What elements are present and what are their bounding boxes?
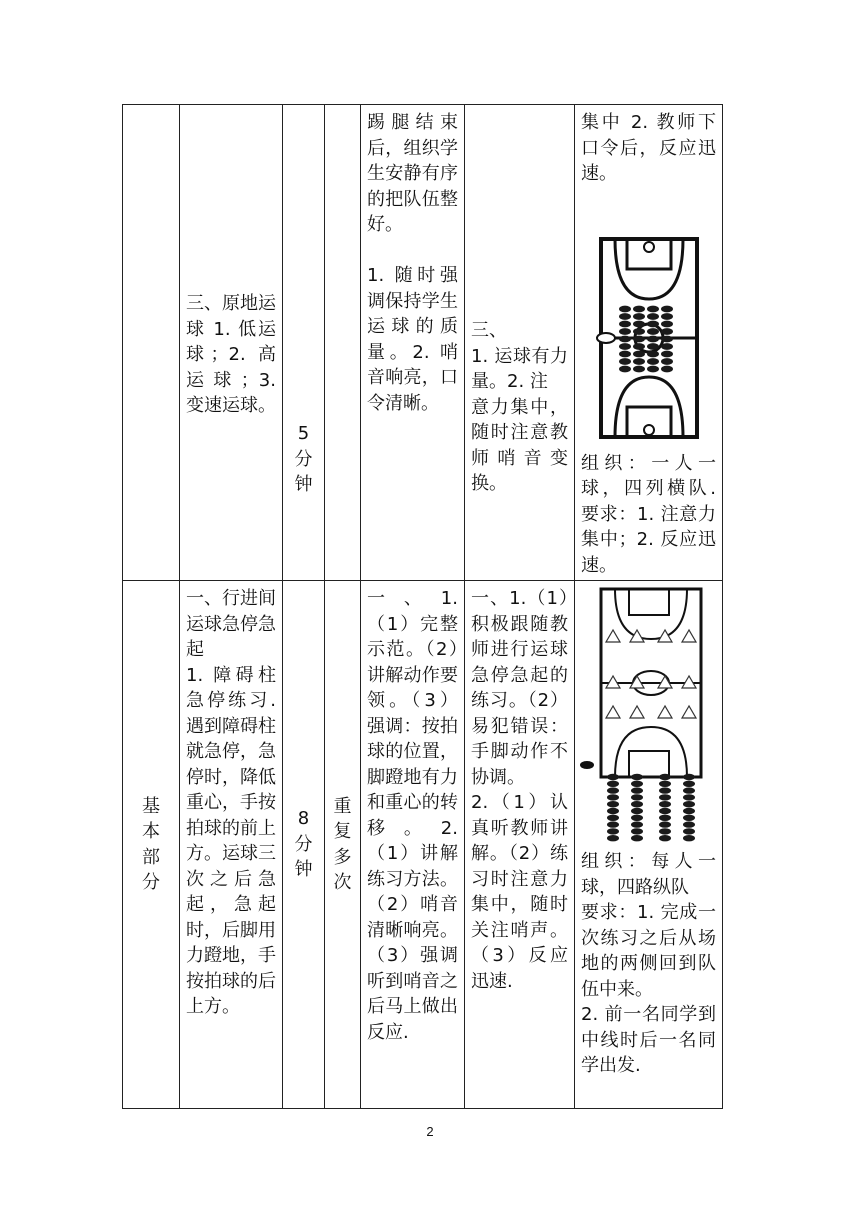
page-number: 2 [426, 1124, 434, 1139]
organization-cell [575, 581, 723, 1109]
student-cell [465, 105, 575, 581]
content-cell [180, 105, 283, 581]
player-dot [661, 365, 673, 372]
player-dot [683, 794, 695, 800]
player-dot [659, 787, 671, 793]
player-dot [647, 313, 659, 320]
teacher-text: 一、1.（1）完整示范。（2）讲解动作要领。（3）强调：按拍球的位置，脚蹬地有力和重心的转移。2.（1）讲解练习方法。（2）哨音清晰响亮。（3）强调听到哨音之后马上做出反应. [367, 588, 458, 1043]
player-dot [647, 350, 659, 357]
cone-icon [682, 630, 696, 642]
time-cell [283, 105, 325, 581]
cone-icon [630, 706, 644, 718]
player-dot [661, 343, 673, 350]
player-dot [661, 320, 673, 327]
player-dot [607, 828, 619, 834]
player-dot [631, 781, 643, 787]
player-dot [659, 808, 671, 814]
player-dot [659, 781, 671, 787]
player-dot [683, 808, 695, 814]
player-dot [661, 313, 673, 320]
player-dot [633, 305, 645, 312]
player-dot [647, 343, 659, 350]
player-dot [607, 781, 619, 787]
player-dot [619, 335, 631, 342]
section-cell [123, 105, 180, 581]
content-cell [180, 581, 283, 1109]
player-dot [633, 350, 645, 357]
player-dot [661, 358, 673, 365]
section-cell [123, 581, 180, 1109]
player-dot [631, 794, 643, 800]
org-top-text: 集中 2. 教师下口令后，反应迅速。 [581, 112, 716, 184]
cone-icon [658, 630, 672, 642]
player-dot [647, 358, 659, 365]
player-dot [683, 835, 695, 841]
cone-icon [658, 706, 672, 718]
content-text: 一、行进间运球急停急起 1. 障碍柱急停练习. 遇到障碍柱就急停，急停时，降低重心，手按拍球的前上方。运球三次之后急起，急起时，后脚用力蹬地，手按拍球的后上方。 [186, 588, 276, 1017]
player-dot [631, 801, 643, 807]
player-dot [659, 801, 671, 807]
organization-cell [575, 105, 723, 581]
times-cell [325, 105, 361, 581]
player-dot [631, 821, 643, 827]
player-dot [661, 328, 673, 335]
player-dot [631, 815, 643, 821]
times-cell [325, 581, 361, 1109]
player-dot [659, 774, 671, 780]
player-dot [647, 328, 659, 335]
player-dot [633, 335, 645, 342]
time-cell [283, 581, 325, 1109]
player-dot [619, 343, 631, 350]
player-dot [683, 828, 695, 834]
basketball-court-obstacle-cones-icon [579, 585, 719, 847]
player-dot [619, 313, 631, 320]
player-dot [661, 335, 673, 342]
table-row [123, 105, 723, 581]
player-dot [647, 305, 659, 312]
time-text: 5 分钟 [294, 423, 313, 496]
player-dot [633, 358, 645, 365]
times-text [325, 105, 360, 112]
section-label: 基本部分 [142, 795, 160, 893]
player-dot [683, 821, 695, 827]
player-dot [607, 801, 619, 807]
player-dot [683, 801, 695, 807]
player-dot [633, 320, 645, 327]
player-dot [659, 794, 671, 800]
player-dot [647, 365, 659, 372]
player-dot [659, 828, 671, 834]
player-dot [633, 328, 645, 335]
player-dot [631, 808, 643, 814]
cone-icon [606, 630, 620, 642]
lesson-plan-table [122, 104, 723, 1109]
org-bottom-text: 组织：一人一球，四列横队. 要求：1. 注意力集中；2. 反应迅速。 [581, 452, 716, 576]
player-dot [619, 350, 631, 357]
player-dot [607, 835, 619, 841]
student-text: 三、 1. 运球有力量。2. 注 意力集中，随时注意教师哨音变换。 [471, 320, 568, 494]
basketball-court-horizontal-lines-icon [587, 237, 711, 443]
player-dot [631, 828, 643, 834]
player-dot [619, 305, 631, 312]
player-dot [659, 815, 671, 821]
time-text: 8 分钟 [294, 808, 313, 881]
player-dot [607, 794, 619, 800]
player-dot [607, 808, 619, 814]
player-dot [631, 835, 643, 841]
player-dot [607, 787, 619, 793]
player-dot [683, 774, 695, 780]
player-dot [607, 815, 619, 821]
player-dot [619, 358, 631, 365]
table-row [123, 581, 723, 1109]
player-dot [619, 320, 631, 327]
player-dot [683, 787, 695, 793]
player-dot [619, 365, 631, 372]
player-dot [631, 774, 643, 780]
cone-icon [682, 706, 696, 718]
player-dot [683, 781, 695, 787]
player-dot [607, 774, 619, 780]
section-label [123, 105, 179, 112]
player-dot [661, 305, 673, 312]
player-dot [647, 335, 659, 342]
player-dot [659, 835, 671, 841]
cone-icon [606, 706, 620, 718]
teacher-cell [361, 581, 465, 1109]
org-text: 组织：每人一球，四路纵队 要求：1. 完成一次练习之后从场地的两侧回到队伍中来。 2. 前一名同学到中线时后一名同学出发. [581, 851, 716, 1076]
player-dot [661, 350, 673, 357]
player-dot [683, 815, 695, 821]
content-text: 三、原地运球 1. 低运球；2. 高运球；3. 变速运球。 [186, 293, 276, 416]
student-text: 一、1.（1）积极跟随教师进行运球急停急起的练习。（2）易犯错误：手脚动作不协调。 2.（1）认真听教师讲解。（2）练习时注意力集中，随时关注哨声。（3）反应迅速. [471, 588, 568, 992]
times-text: 重复多次 [333, 795, 352, 893]
student-cell [465, 581, 575, 1109]
player-dot [633, 365, 645, 372]
teacher-cell [361, 105, 465, 581]
player-dot [633, 313, 645, 320]
player-dot [607, 821, 619, 827]
player-dot [619, 328, 631, 335]
player-dot [659, 821, 671, 827]
player-dot [647, 320, 659, 327]
cone-icon [630, 630, 644, 642]
player-dot [631, 787, 643, 793]
player-dot [633, 343, 645, 350]
teacher-text: 踢腿结束后，组织学生安静有序的把队伍整好。 1. 随时强调保持学生运球的质量。2. 哨音响亮，口令清晰。 [367, 112, 458, 414]
